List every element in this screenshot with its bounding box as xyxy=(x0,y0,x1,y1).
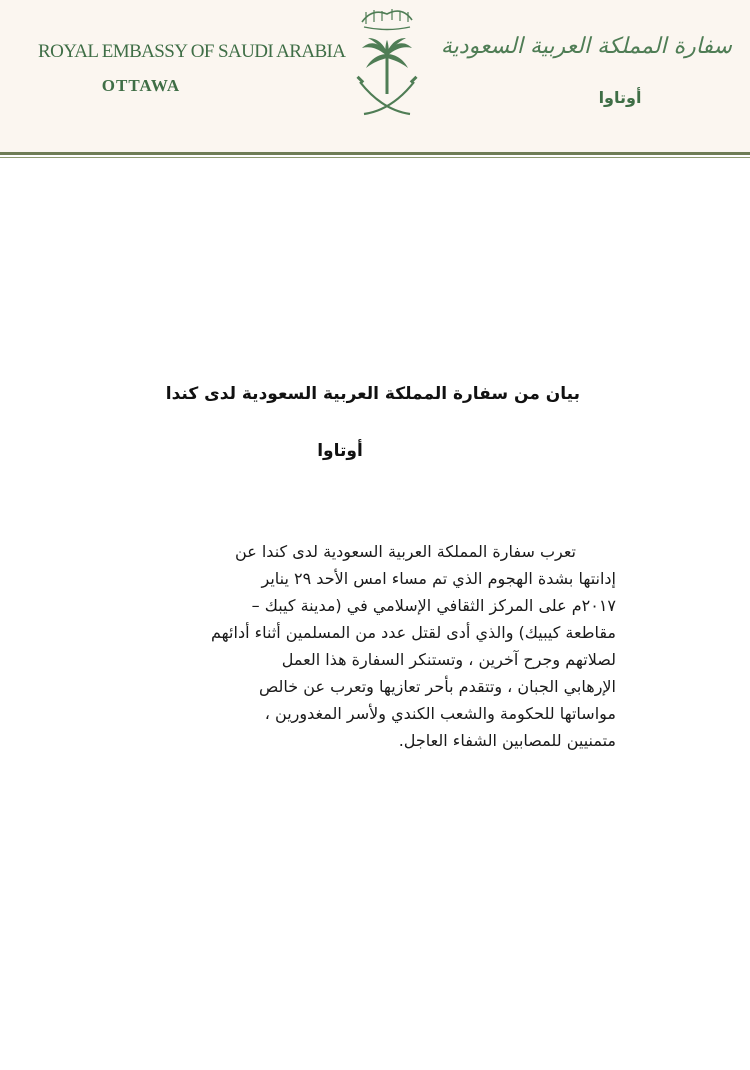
embassy-english-name: ROYAL EMBASSY OF SAUDI ARABIA xyxy=(38,41,346,62)
body-line: مقاطعة كيبيك) والذي أدى لقتل عدد من المسلمين أثناء أدائهم xyxy=(211,623,616,642)
letterhead-divider-thin xyxy=(0,157,750,158)
body-line: مواساتها للحكومة والشعب الكندي ولأسر المغدورين ، xyxy=(264,704,616,723)
body-line: لصلاتهم وجرح آخرين ، وتستنكر السفارة هذا العمل xyxy=(281,650,616,669)
body-line: إدانتها بشدة الهجوم الذي تم مساء امس الأحد ٢٩ يناير xyxy=(261,569,616,588)
embassy-english-city: OTTAWA xyxy=(101,76,181,95)
statement-city: أوتاوا xyxy=(317,441,363,461)
body-line: متمنيين للمصابين الشفاء العاجل. xyxy=(398,731,616,750)
statement-body xyxy=(118,538,616,754)
letterhead xyxy=(0,0,750,152)
body-line: ٢٠١٧م على المركز الثقافي الإسلامي في (مدينة كيبك – xyxy=(251,596,616,615)
embassy-arabic-name: سفارة المملكة العربية السعودية xyxy=(440,34,732,59)
body-line: تعرب سفارة المملكة العربية السعودية لدى كندا عن xyxy=(235,542,576,561)
letterhead-divider xyxy=(0,152,750,155)
statement-title: بيان من سفارة المملكة العربية السعودية لدى كندا xyxy=(165,384,580,404)
embassy-arabic-city: أوتاوا xyxy=(598,88,642,107)
body-line: الإرهابي الجبان ، وتتقدم بأحر تعازيها وتعرب عن خالص xyxy=(258,677,616,696)
saudi-emblem-icon xyxy=(352,2,422,124)
